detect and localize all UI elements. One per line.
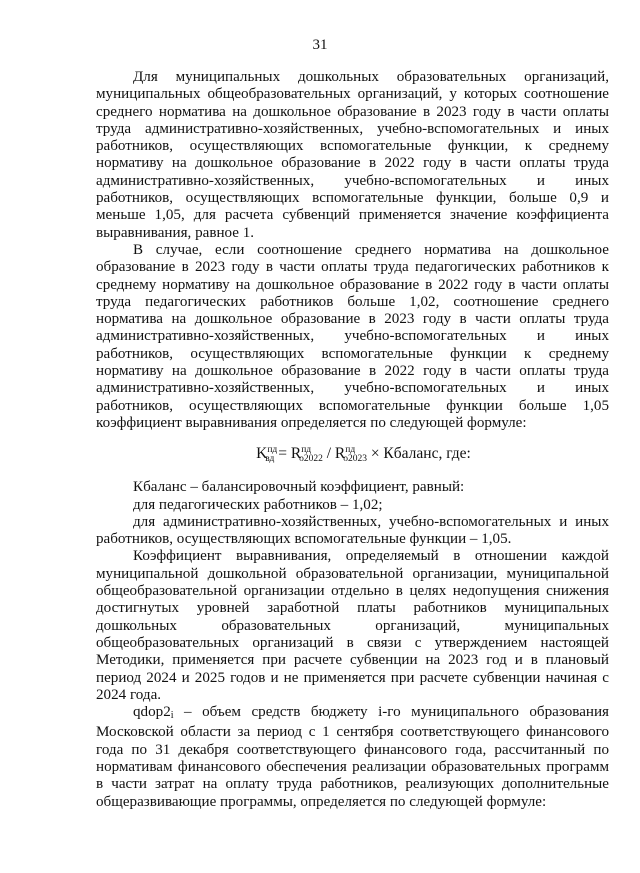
paragraph-equalization-one: Для муниципальных дошкольных образовательных организаций, муниципальных общеобразовательных организаций, у которых соотношение среднего норматива на дошкольное образование в 2023 году в части оплаты труда административно-хозяйственных, учебно-вспомогательных и иных работников, осуществляющих вспомогательные функции, к среднему нормативу на дошкольное образование в 2022 году в части оплаты труда административно-хозяйственных, учебно-вспомогательных и иных работников, осуществляющих вспомогательные функции, больше 0,9 и меньше 1,05, для расчета субвенций применяется значение коэффициента выравнивания, равное 1. bbox=[96, 69, 609, 241]
formula-r1-sup: пд bbox=[301, 445, 312, 456]
page-number: 31 bbox=[312, 37, 328, 53]
paragraph-qdop bbox=[96, 704, 609, 811]
equalization-formula bbox=[96, 444, 609, 466]
qdop-text: – объем средств бюджету i-го муниципального образования Московской области за период с 1 сентября соответствующего финансового года по 31 декабря соответствующего финансового года, рассчитанный по нормативам финансового обеспечения реализации образовательных программ в части затрат на оплату труда работников, реализующих дополнительные общеразвивающие программы, определяется по следующей формуле: bbox=[96, 704, 609, 810]
qdop-subscript: i bbox=[170, 710, 174, 722]
paragraph-coefficient-application: Коэффициент выравнивания, определяемый в отношении каждой муниципальной дошкольной образовательной организации, муниципальной общеобразовательной организации отдельно в целях недопущения снижения достигнутых уровней заработной платы работников муниципальных дошкольных образовательных организаций, муниципальных общеобразовательных организаций в связи с утверждением настоящей Методики, применяется при расчете субвенции на 2023 год и в плановый период 2024 и 2025 годов и не применяется при расчете субвенции начиная с 2024 года. bbox=[96, 548, 609, 703]
formula-r1: R bbox=[290, 445, 302, 463]
qdop-symbol: qdop2 bbox=[133, 704, 171, 721]
formula-k: K bbox=[256, 445, 268, 463]
formula-r2-sup: пд bbox=[345, 445, 356, 456]
formula-divide: / bbox=[322, 445, 335, 463]
admin-workers-value: для административно-хозяйственных, учебно-вспомогательных и иных работников, осуществляющих вспомогательные функции – 1,05. bbox=[96, 513, 609, 548]
formula-tail: × Кбаланс, где: bbox=[366, 445, 471, 463]
ped-workers-value: для педагогических работников – 1,02; bbox=[133, 496, 383, 513]
formula-r1-sub: о2022 bbox=[299, 454, 323, 465]
formula-r2-sub: о2023 bbox=[343, 454, 367, 465]
document-body bbox=[96, 69, 609, 811]
kbalance-definition: Кбаланс – балансировочный коэффициент, равный: bbox=[133, 479, 465, 496]
formula-k-sup: пд bbox=[267, 445, 278, 456]
paragraph-case-condition: В случае, если соотношение среднего норматива на дошкольное образование в 2023 году в части оплаты труда педагогических работников к среднему нормативу на дошкольное образование в 2022 году в части оплаты труда педагогических работников больше 1,02, соотношение среднего норматива на дошкольное образование в 2023 году в части оплаты труда административно-хозяйственных, учебно-вспомогательных и иных работников, осуществляющих вспомогательные функции к среднему нормативу на дошкольное образование в 2022 году в части оплаты труда административно-хозяйственных, учебно-вспомогательных и иных работников, осуществляющих вспомогательные функции больше 1,05 коэффициент выравнивания определяется по следующей формуле: bbox=[96, 241, 609, 431]
formula-equals: = bbox=[274, 445, 291, 463]
formula-r2: R bbox=[334, 445, 346, 463]
formula-k-sub: вд bbox=[265, 454, 275, 465]
